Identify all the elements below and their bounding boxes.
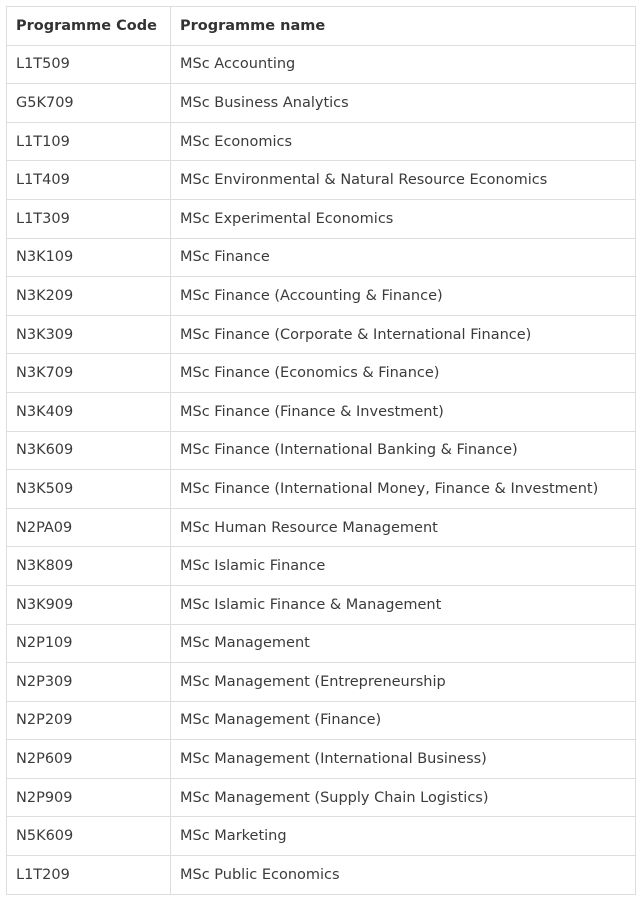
programme-code: N3K109 [7,238,171,277]
table-row [7,199,636,238]
table-row [7,238,636,277]
table-row [7,354,636,393]
programme-code: L1T409 [7,161,171,200]
table-row [7,778,636,817]
programme-name: MSc Accounting [171,45,636,84]
table-row [7,122,636,161]
table-row [7,547,636,586]
table-row [7,315,636,354]
table-row [7,701,636,740]
programme-code: N2PA09 [7,508,171,547]
programme-code: N3K209 [7,277,171,316]
programme-code: N3K309 [7,315,171,354]
programme-code: N2P209 [7,701,171,740]
programme-name: MSc Islamic Finance & Management [171,585,636,624]
table-row [7,161,636,200]
programme-code: N3K509 [7,470,171,509]
programme-code: L1T309 [7,199,171,238]
table-row [7,817,636,856]
table-row [7,856,636,895]
programme-name: MSc Islamic Finance [171,547,636,586]
programme-name: MSc Economics [171,122,636,161]
programme-code: L1T209 [7,856,171,895]
header-programme-code: Programme Code [7,7,171,46]
header-row [7,7,636,46]
programme-name: MSc Environmental & Natural Resource Economics [171,161,636,200]
table-row [7,624,636,663]
table-row [7,740,636,779]
table-header [7,7,636,46]
programme-name: MSc Finance (Corporate & International Finance) [171,315,636,354]
programme-name: MSc Management [171,624,636,663]
programme-code: L1T109 [7,122,171,161]
programme-name: MSc Public Economics [171,856,636,895]
programme-code: N2P609 [7,740,171,779]
header-programme-name: Programme name [171,7,636,46]
programme-code: N5K609 [7,817,171,856]
programme-code: L1T509 [7,45,171,84]
programme-code: N3K609 [7,431,171,470]
programme-code: N3K809 [7,547,171,586]
table-row [7,277,636,316]
programme-name: MSc Finance (Finance & Investment) [171,392,636,431]
programme-code: N3K709 [7,354,171,393]
programme-name: MSc Management (Finance) [171,701,636,740]
programme-code: N2P309 [7,663,171,702]
programme-name: MSc Experimental Economics [171,199,636,238]
programme-name: MSc Human Resource Management [171,508,636,547]
programme-name: MSc Finance (Economics & Finance) [171,354,636,393]
programme-code: N2P909 [7,778,171,817]
table-row [7,508,636,547]
table-row [7,392,636,431]
programme-name: MSc Management (Entrepreneurship [171,663,636,702]
table-body [7,45,636,894]
table-row [7,663,636,702]
programme-name: MSc Finance (International Banking & Finance) [171,431,636,470]
table-row [7,45,636,84]
table-row [7,585,636,624]
programme-code: N3K409 [7,392,171,431]
table-row [7,84,636,123]
programme-name: MSc Finance (International Money, Finance & Investment) [171,470,636,509]
programme-name: MSc Finance (Accounting & Finance) [171,277,636,316]
table-row [7,431,636,470]
programme-code: G5K709 [7,84,171,123]
programme-table [6,6,636,895]
table-row [7,470,636,509]
programme-name: MSc Management (Supply Chain Logistics) [171,778,636,817]
programme-name: MSc Management (International Business) [171,740,636,779]
programme-name: MSc Business Analytics [171,84,636,123]
programme-code: N3K909 [7,585,171,624]
programme-name: MSc Finance [171,238,636,277]
programme-code: N2P109 [7,624,171,663]
programme-name: MSc Marketing [171,817,636,856]
